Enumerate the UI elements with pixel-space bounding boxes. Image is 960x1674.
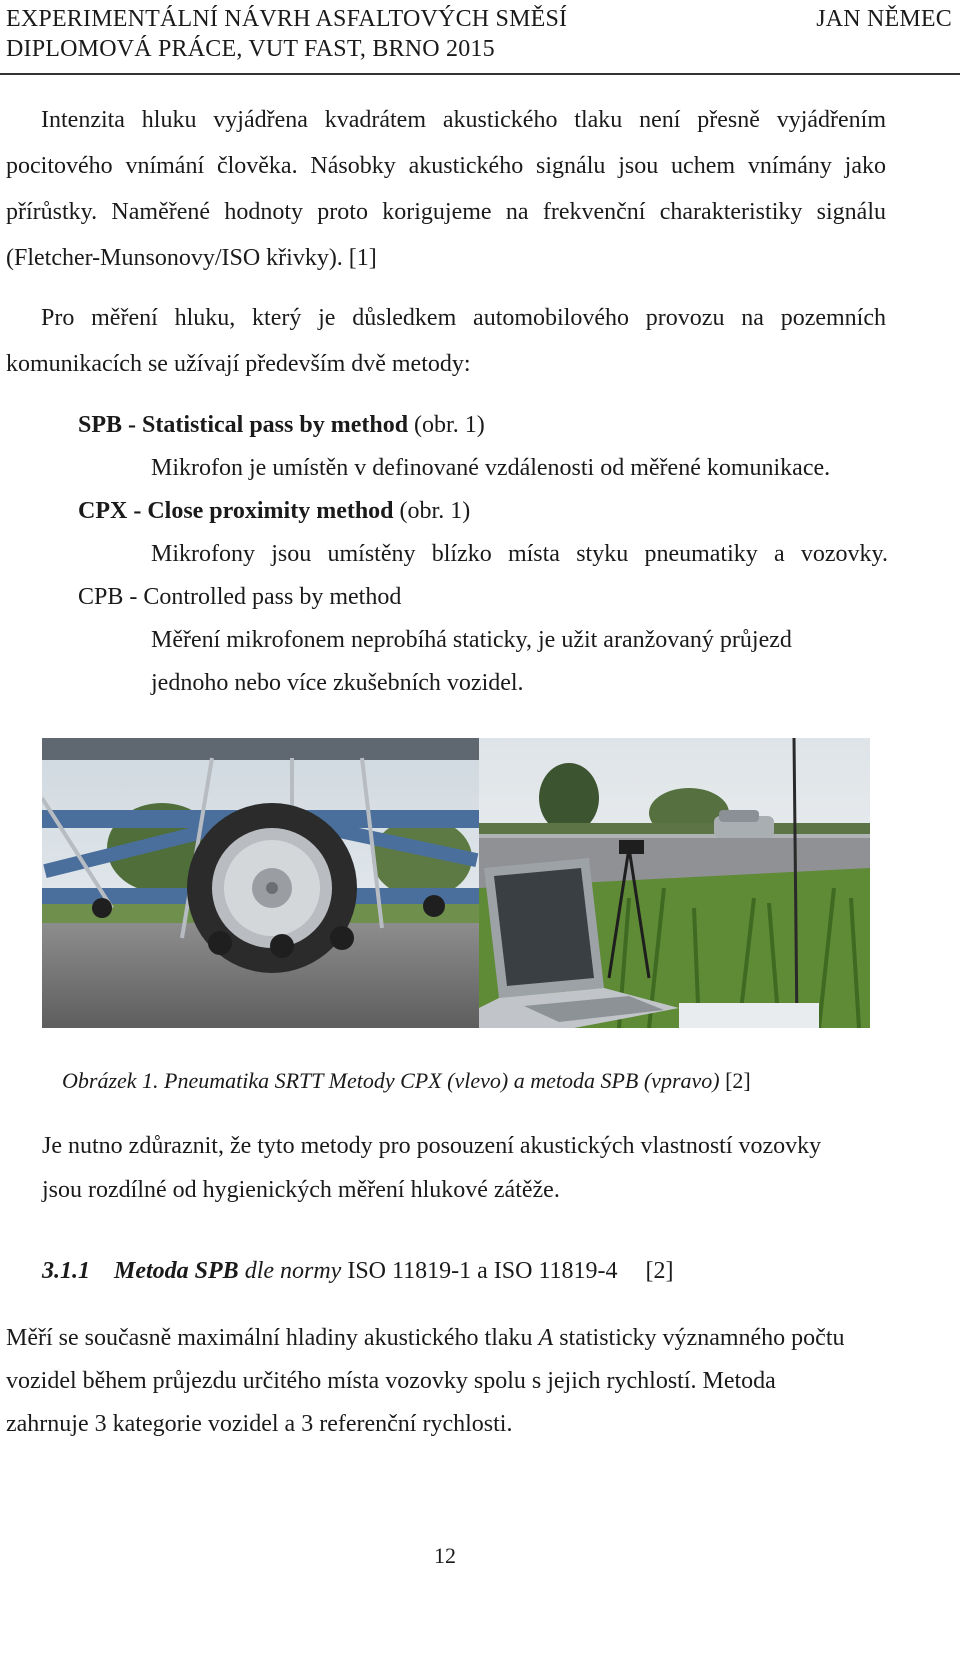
caption-text: Obrázek 1. Pneumatika SRTT Metody CPX (vlevo) a metoda SPB (vpravo) — [62, 1068, 720, 1093]
paragraph-note — [42, 1124, 852, 1212]
section-heading — [42, 1256, 722, 1286]
section-title-rest: ISO 11819-1 a ISO 11819-4 — [341, 1258, 618, 1284]
method-cpb-desc: jednoho nebo více zkušebních vozidel. — [151, 670, 524, 696]
method-cpx-title: CPX - Close proximity method — [78, 498, 394, 524]
paragraph-intensity — [6, 97, 886, 281]
caption-ref: [2] — [719, 1068, 751, 1093]
text-line: komunikacích se užívají především dvě metody: — [6, 351, 471, 377]
paragraph-spb-method — [6, 1317, 886, 1446]
method-spb-ref: (obr. 1) — [408, 412, 485, 438]
variable-a: A — [538, 1325, 554, 1351]
text-line: jsou rozdílné od hygienických měření hlukové zátěže. — [42, 1177, 560, 1203]
running-header — [6, 4, 956, 34]
header-title: EXPERIMENTÁLNÍ NÁVRH ASFALTOVÝCH SMĚSÍ — [6, 6, 568, 32]
cpx-tire-photo — [42, 738, 479, 1028]
figure-photo-cpx — [42, 738, 479, 1028]
method-cpx — [78, 490, 888, 533]
text-span: statisticky významného počtu — [553, 1325, 845, 1351]
section-ref: [2] — [645, 1258, 674, 1284]
text-line: přírůstky. Naměřené hodnoty proto korigujeme na frekvenční charakteristiky signálu — [6, 199, 886, 225]
method-cpb-desc: Měření mikrofonem neprobíhá staticky, je užit aranžovaný průjezd — [151, 627, 792, 653]
page-number: 12 — [434, 1543, 456, 1568]
text-span: Měří se současně maximální hladiny akustického tlaku — [6, 1325, 539, 1351]
text-line: Intenzita hluku vyjádřena kvadrátem akustického tlaku není přesně vyjádřením — [41, 107, 886, 133]
method-cpx-ref: (obr. 1) — [393, 498, 471, 524]
paragraph-methods-intro — [6, 295, 886, 387]
section-number: 3.1.1 — [42, 1258, 90, 1284]
text-line: zahrnuje 3 kategorie vozidel a 3 referenční rychlosti. — [6, 1411, 513, 1437]
section-title-bold: Metoda SPB — [114, 1258, 239, 1284]
header-subtitle: DIPLOMOVÁ PRÁCE, VUT FAST, BRNO 2015 — [6, 36, 495, 62]
method-cpx-desc: Mikrofony jsou umístěny blízko místa styku pneumatiky a vozovky. — [151, 541, 888, 567]
text-line: Je nutno zdůraznit, že tyto metody pro posouzení akustických vlastností vozovky — [42, 1133, 822, 1159]
method-spb-desc: Mikrofon je umístěn v definované vzdálenosti od měřené komunikace. — [151, 455, 831, 481]
text-line: (Fletcher-Munsonovy/ISO křivky). [1] — [6, 245, 377, 271]
method-spb-title: SPB - Statistical pass by method — [78, 412, 409, 438]
figure-caption — [62, 1068, 751, 1094]
text-line — [6, 1317, 886, 1360]
figure-photo-spb — [479, 738, 870, 1028]
method-spb — [78, 404, 888, 447]
header-divider — [0, 73, 960, 75]
text-line: vozidel během průjezdu určitého místa vozovky spolu s jejich rychlostí. Metoda — [6, 1368, 776, 1394]
header-author: JAN NĚMEC — [816, 6, 952, 32]
method-cpb-title: CPB - Controlled pass by method — [78, 584, 402, 610]
text-line: Pro měření hluku, který je důsledkem automobilového provozu na pozemních — [41, 305, 886, 331]
text-line: pocitového vnímání člověka. Násobky akustického signálu jsou uchem vnímány jako — [6, 153, 886, 179]
section-title-italic: dle normy — [238, 1258, 342, 1284]
spb-roadside-photo — [479, 738, 870, 1028]
method-list — [78, 404, 888, 705]
